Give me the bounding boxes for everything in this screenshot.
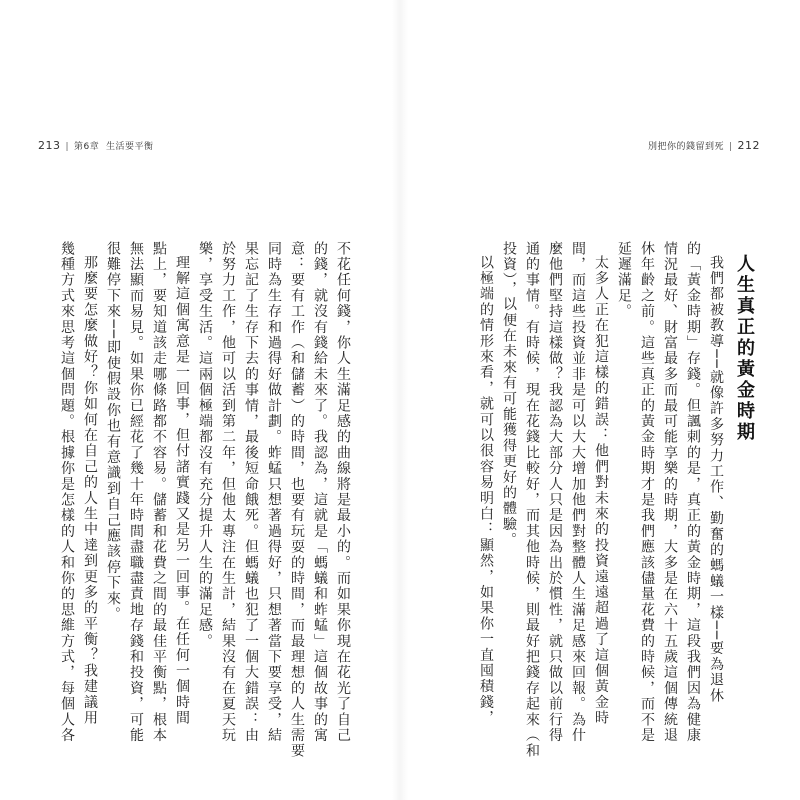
right-page-number: 212	[737, 139, 760, 152]
text-column: 幾種方式來思考這個問題。根據你是怎樣的人和你的思維方式，每個人各	[59, 241, 75, 744]
text-column: 那麼要怎麼做好？你如何在自己的人生中達到更多的平衡？我建議用	[82, 255, 98, 726]
text-column: 的錢，就沒有錢給未來了。我認為，這就是「螞蟻和蚱蜢」這個故事的寓	[312, 241, 328, 744]
page-gutter	[392, 0, 408, 800]
left-chapter-label: 第6章	[74, 142, 100, 152]
right-running-header	[648, 139, 760, 152]
header-separator: |	[65, 142, 70, 152]
text-column: 通的事情。有時候，現在花錢比較好，而其他時候，則最好把錢存起來（和	[524, 241, 540, 760]
left-page-number: 213	[38, 139, 61, 152]
text-column: 間，而這些投資並非是可以大大增加他們對整體人生滿足感來回報。為什	[570, 241, 586, 744]
section-title: 人生真正的黃金時期	[734, 254, 755, 443]
header-separator: |	[728, 142, 733, 152]
text-column: 點上，要知道該走哪條路都不容易。儲蓄和花費之間的最佳平衡點，根本	[151, 241, 167, 744]
text-column: 投資），以便在未來有可能獲得更好的體驗。	[501, 241, 517, 548]
right-book-title: 別把你的錢留到死	[647, 142, 724, 152]
text-column: 情況最好、財富最多而最可能享樂的時期，大多是在六十五歲這個傳統退	[662, 241, 678, 744]
left-section-title: 生活要平衡	[106, 142, 154, 152]
text-column: 理解這個寓意是一回事，但付諸實踐又是另一回事。在任何一個時間	[174, 255, 190, 726]
text-column: 我們都被教導──就像許多努力工作、勤奮的螞蟻一樣──要為退休	[708, 255, 724, 704]
text-column: 意：要有工作（和儲蓄）的時間，也要有玩耍的時間，而最理想的人生需要	[289, 241, 305, 760]
text-column: 無法顯而易見。如果你已經花了幾十年時間盡職盡責地存錢和投資，可能	[128, 241, 144, 744]
text-column: 同時為生存和過得好做計劃。蚱蜢只想著過得好，只想著當下要享受，結	[266, 241, 282, 744]
text-column: 於努力工作，他可以活到第二年，但他太專注在生計，結果沒有在夏天玩	[220, 241, 236, 744]
text-column: 不花任何錢，你人生滿足感的曲線將是最小的。而如果你現在花光了自己	[335, 241, 351, 744]
text-column: 休年齡之前。這些真正的黃金時期才是我們應該儘量花費的時候，而不是	[639, 241, 655, 744]
text-column: 太多人正在犯這樣的錯誤：他們對未來的投資遠遠超過了這個黃金時	[593, 255, 609, 726]
text-column: 以極端的情形來看，就可以很容易明白：顯然，如果你一直囤積錢，	[478, 255, 494, 726]
text-column: 麼他們堅持這樣做？我認為大部分人只是因為出於慣性，就只做以前行得	[547, 241, 563, 744]
left-running-header	[38, 139, 154, 152]
text-column: 很難停下來──即使假設你也有意識到自己應該停下來。	[105, 241, 121, 623]
text-column: 延遲滿足。	[616, 241, 632, 320]
text-column: 的「黃金時期」存錢。但諷刺的是，真正的黃金時期，這段我們因為健康	[685, 241, 701, 744]
text-column: 果忘記了生存下去的事情，最後短命餓死。但螞蟻也犯了一個大錯誤：由	[243, 241, 259, 744]
text-column: 樂，享受生活。這兩個極端都沒有充分提升人生的滿足感。	[197, 241, 213, 650]
